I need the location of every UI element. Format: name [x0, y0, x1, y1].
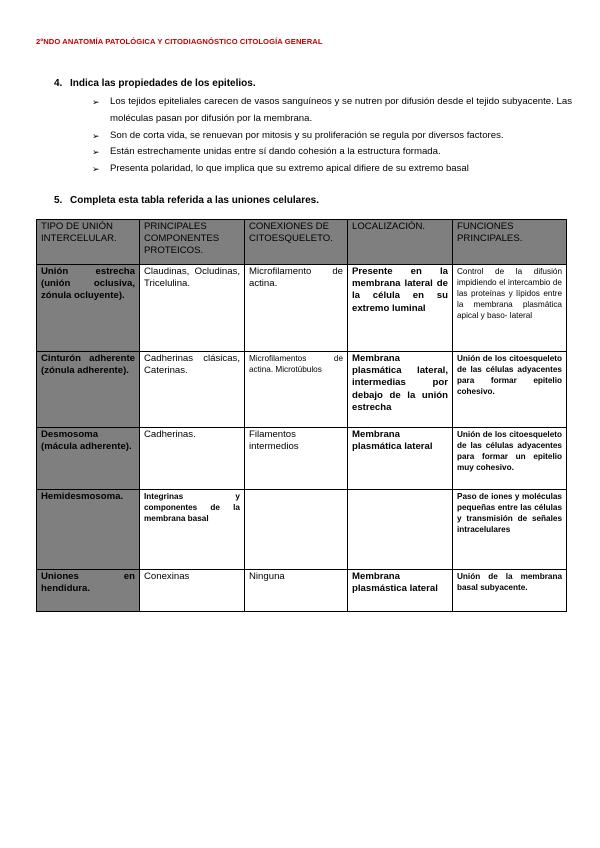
table-row [37, 428, 567, 490]
cell-junction-type: Cinturón adherente (zónula adherente). [37, 352, 140, 428]
cell-location [348, 490, 453, 570]
list-item-text: Presenta polaridad, lo que implica que su extremo apical difiere de su extremo basal [110, 163, 469, 175]
arrow-bullet-icon: ➢ [92, 130, 100, 141]
cell-protein-components: Conexinas [140, 570, 245, 612]
cell-functions: Paso de iones y moléculas pequeñas entre las células y transmisión de señales intracelulares [453, 490, 567, 570]
list-item-text: Son de corta vida, se renuevan por mitosis y su proliferación se regula por diversos factores. [110, 129, 504, 141]
table-row [37, 265, 567, 352]
question-4-title: Indica las propiedades de los epitelios. [70, 78, 256, 89]
question-5 [54, 195, 319, 206]
cell-cytoskeleton-connections: Microfilamento de actina. [245, 265, 348, 352]
list-item-text: Están estrechamente unidas entre sí dando cohesión a la estructura formada. [110, 146, 441, 158]
table-header-row [37, 220, 567, 265]
list-item [92, 128, 572, 145]
cell-protein-components: Cadherinas clásicas, Caterinas. [140, 352, 245, 428]
cell-functions: Unión de la membrana basal subyacente. [453, 570, 567, 612]
question-5-number: 5. [54, 195, 63, 206]
cell-junctions-table [36, 219, 567, 612]
header-location: LOCALIZACIÓN. [348, 220, 453, 265]
cell-functions: Unión de los citoesqueleto de las células adyacentes para formar un epitelio muy cohesivo. [453, 428, 567, 490]
list-item-text: Los tejidos epiteliales carecen de vasos sanguíneos y se nutren por difusión desde el tejido subyacente. Las moléculas pasan por difusión por la membrana. [110, 96, 572, 124]
header-functions: FUNCIONES PRINCIPALES. [453, 220, 567, 265]
cell-junction-type: Unión estrecha (unión oclusiva, zónula ocluyente). [37, 265, 140, 352]
header-junction-type: TIPO DE UNIÓN INTERCELULAR. [37, 220, 140, 265]
header-cytoskeleton-connections: CONEXIONES DE CITOESQUELETO. [245, 220, 348, 265]
question-4-number: 4. [54, 78, 63, 89]
epithelium-properties-list [92, 94, 572, 178]
header-protein-components: PRINCIPALES COMPONENTES PROTEICOS. [140, 220, 245, 265]
cell-functions: Control de la difusión impidiendo el intercambio de las proteínas y lípidos entre la membrana plasmática apical y baso- lateral [453, 265, 567, 352]
list-item [92, 161, 572, 178]
cell-junction-type: Desmosoma (mácula adherente). [37, 428, 140, 490]
cell-location: Presente en la membrana lateral de la célula en su extremo luminal [348, 265, 453, 352]
list-item [92, 144, 572, 161]
cell-protein-components: Cadherinas. [140, 428, 245, 490]
cell-location: Membrana plasmática lateral [348, 428, 453, 490]
cell-junction-type: Uniones en hendidura. [37, 570, 140, 612]
cell-cytoskeleton-connections: Ninguna [245, 570, 348, 612]
cell-location: Membrana plasmática lateral, intermedias por debajo de la unión estrecha [348, 352, 453, 428]
list-item [92, 94, 572, 128]
cell-protein-components: Claudinas, Ocludinas, Tricelulina. [140, 265, 245, 352]
table-row [37, 570, 567, 612]
table-row [37, 352, 567, 428]
document-header: 2ºNDO ANATOMÍA PATOLÓGICA Y CITODIAGNÓSTICO CITOLOGÍA GENERAL [36, 37, 323, 46]
cell-junction-type: Hemidesmosoma. [37, 490, 140, 570]
cell-cytoskeleton-connections [245, 490, 348, 570]
cell-cytoskeleton-connections: Microfilamentos de actina. Microtúbulos [245, 352, 348, 428]
table-row [37, 490, 567, 570]
question-5-title: Completa esta tabla referida a las uniones celulares. [70, 195, 319, 206]
cell-cytoskeleton-connections: Filamentos intermedios [245, 428, 348, 490]
cell-functions: Unión de los citoesqueleto de las células adyacentes para formar epitelio cohesivo. [453, 352, 567, 428]
arrow-bullet-icon: ➢ [92, 147, 100, 158]
cell-protein-components: Integrinas y componentes de la membrana basal [140, 490, 245, 570]
cell-location: Membrana plasmástica lateral [348, 570, 453, 612]
question-4 [54, 78, 256, 89]
arrow-bullet-icon: ➢ [92, 164, 100, 175]
arrow-bullet-icon: ➢ [92, 97, 100, 107]
